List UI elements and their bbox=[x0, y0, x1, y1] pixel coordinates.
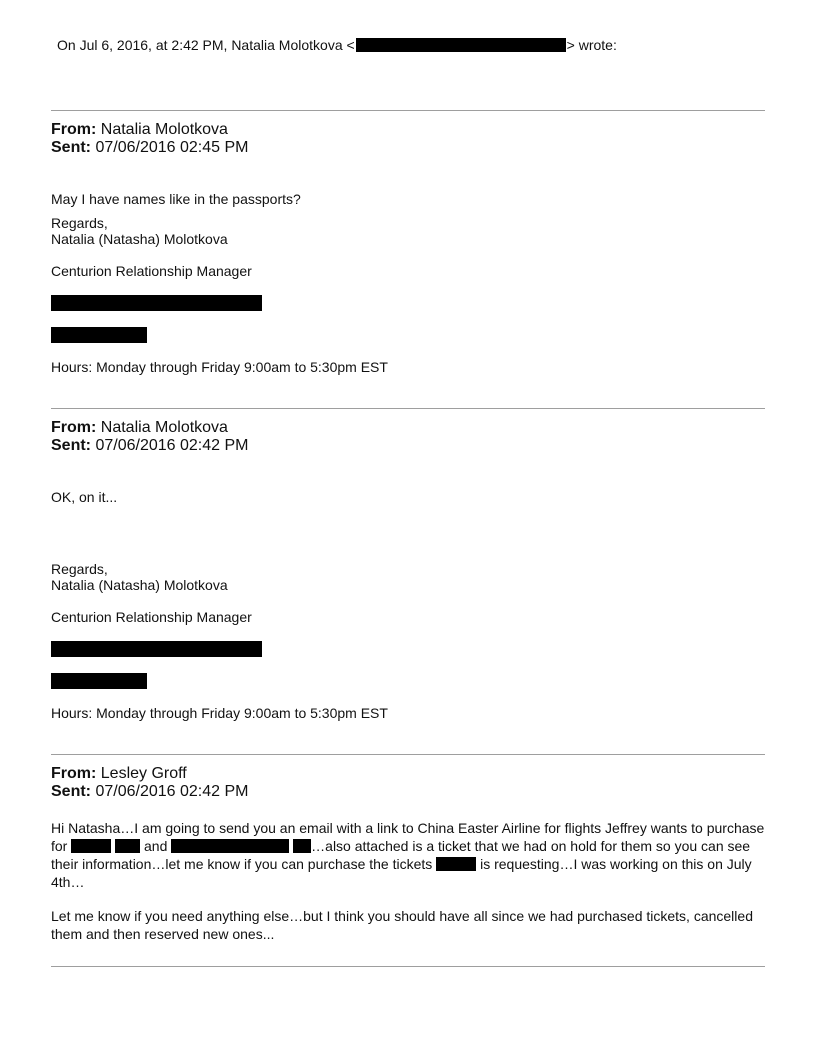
from-label: From: bbox=[51, 765, 97, 782]
regards: Regards, bbox=[51, 215, 108, 231]
hours-line: Hours: Monday through Friday 9:00am to 5:30pm EST bbox=[51, 359, 388, 375]
signature-name: Natalia (Natasha) Molotkova bbox=[51, 231, 228, 247]
from-line bbox=[51, 419, 248, 437]
message-body-paragraph: Let me know if you need anything else…but I think you should have all since we had purchased tickets, cancelled them and then reserved new ones... bbox=[51, 908, 753, 942]
redacted-name bbox=[71, 839, 111, 853]
sent-date: 07/06/2016 02:42 PM bbox=[95, 783, 249, 800]
signature-title: Centurion Relationship Manager bbox=[51, 609, 252, 625]
signature-name: Natalia (Natasha) Molotkova bbox=[51, 577, 228, 593]
redacted-email bbox=[356, 38, 566, 52]
sent-line bbox=[51, 139, 248, 157]
redacted-name bbox=[293, 839, 311, 853]
from-line bbox=[51, 765, 248, 783]
redacted-name bbox=[436, 857, 476, 871]
hours-line: Hours: Monday through Friday 9:00am to 5:30pm EST bbox=[51, 705, 388, 721]
quoted-header-suffix: > wrote: bbox=[566, 37, 617, 53]
from-label: From: bbox=[51, 121, 97, 138]
divider bbox=[51, 110, 765, 111]
sent-label: Sent: bbox=[51, 783, 91, 800]
sent-line bbox=[51, 783, 248, 801]
paragraph-text: …also attached is a ticket that we had on hold for them so you can see their information…let me know if you can purchase the tickets bbox=[51, 838, 751, 872]
paragraph-text: Hi Natasha…I am going to send you an email with a link to China Easter Airline for flights Jeffrey wants to purchase for bbox=[51, 820, 765, 854]
sent-line bbox=[51, 437, 248, 455]
message-header bbox=[51, 419, 248, 455]
paragraph-text: and bbox=[144, 838, 168, 854]
message-header bbox=[51, 765, 248, 801]
redacted-block bbox=[51, 673, 147, 689]
divider bbox=[51, 754, 765, 755]
from-label: From: bbox=[51, 419, 97, 436]
sent-label: Sent: bbox=[51, 437, 91, 454]
redacted-name bbox=[115, 839, 140, 853]
redacted-name bbox=[171, 839, 289, 853]
from-name: Natalia Molotkova bbox=[100, 121, 228, 138]
message-header bbox=[51, 121, 248, 157]
divider bbox=[51, 408, 765, 409]
sent-date: 07/06/2016 02:42 PM bbox=[95, 437, 249, 454]
paragraph-text: is requesting…I was working on this on July 4th… bbox=[51, 856, 752, 890]
quoted-header-line bbox=[57, 37, 617, 53]
redacted-block bbox=[51, 295, 262, 311]
message-body: OK, on it... bbox=[51, 489, 118, 505]
quoted-header-prefix: On Jul 6, 2016, at 2:42 PM, Natalia Molotkova < bbox=[57, 37, 355, 53]
from-name: Natalia Molotkova bbox=[100, 419, 228, 436]
redacted-block bbox=[51, 641, 262, 657]
from-name: Lesley Groff bbox=[100, 765, 187, 782]
signature-title: Centurion Relationship Manager bbox=[51, 263, 252, 279]
message-body: May I have names like in the passports? bbox=[51, 191, 301, 207]
from-line bbox=[51, 121, 248, 139]
sent-date: 07/06/2016 02:45 PM bbox=[95, 139, 249, 156]
sent-label: Sent: bbox=[51, 139, 91, 156]
message-body-paragraph bbox=[51, 819, 765, 891]
divider bbox=[51, 966, 765, 967]
regards: Regards, bbox=[51, 561, 108, 577]
redacted-block bbox=[51, 327, 147, 343]
